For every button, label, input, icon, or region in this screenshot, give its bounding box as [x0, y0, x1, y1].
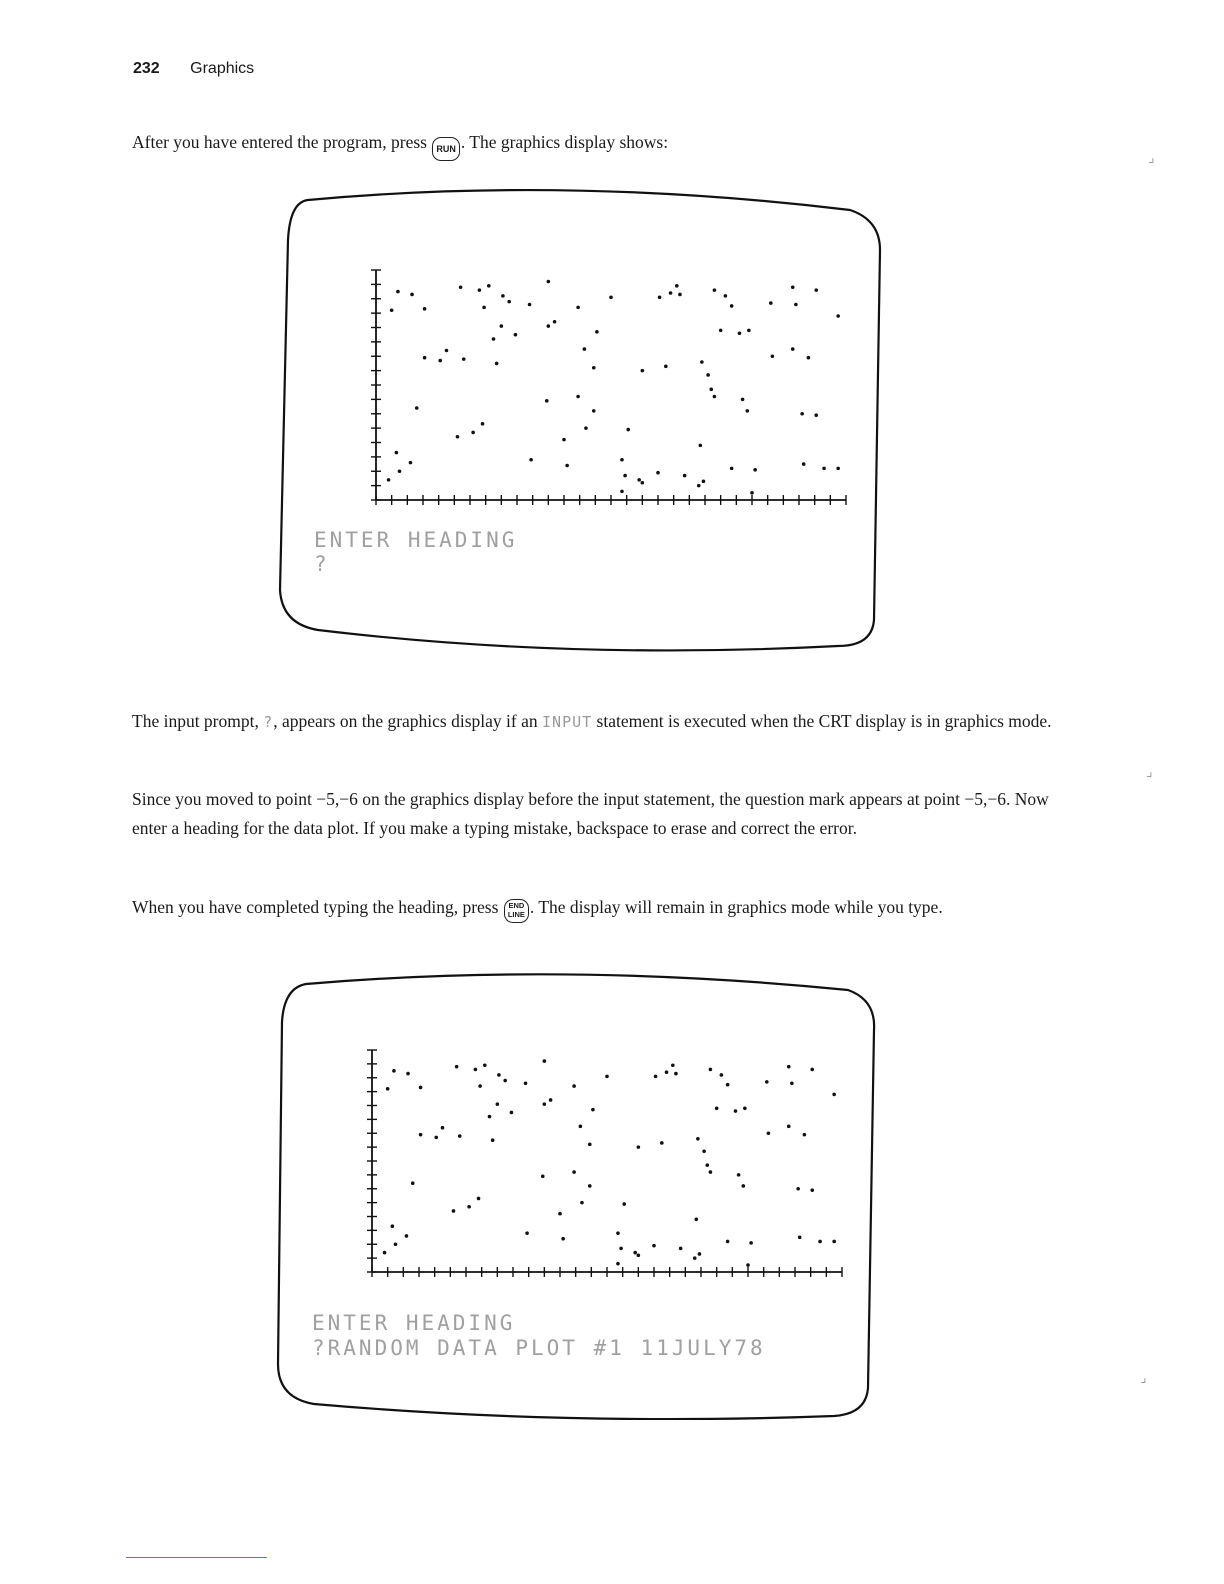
data-point	[395, 451, 399, 455]
data-point	[619, 1247, 623, 1251]
data-point	[396, 290, 400, 294]
data-point	[836, 467, 840, 471]
text: After you have entered the program, press	[132, 132, 432, 152]
data-point	[665, 1070, 669, 1074]
data-point	[390, 308, 394, 312]
data-point	[392, 1069, 396, 1073]
data-point	[558, 1212, 562, 1216]
run-key-icon: RUN	[432, 137, 460, 161]
data-point	[713, 395, 717, 399]
data-point	[543, 1059, 547, 1063]
data-point	[609, 296, 613, 300]
data-point	[452, 1209, 456, 1213]
data-point	[738, 331, 742, 335]
data-point	[434, 1136, 438, 1140]
data-point	[730, 304, 734, 308]
data-point	[455, 1065, 459, 1069]
data-point	[633, 1251, 637, 1255]
data-point	[471, 431, 475, 435]
data-point	[802, 462, 806, 466]
data-point	[753, 468, 757, 472]
data-point	[561, 1237, 565, 1241]
data-point	[580, 1201, 584, 1205]
data-point	[798, 1236, 802, 1240]
data-point	[620, 490, 624, 494]
data-point	[697, 484, 701, 488]
footer-rule	[126, 1557, 267, 1558]
data-point	[620, 458, 624, 462]
data-point	[709, 1068, 713, 1072]
data-point	[547, 280, 551, 284]
text: , appears on the graphics display if an	[273, 711, 543, 731]
data-point	[765, 1080, 769, 1084]
page-number: 232	[133, 60, 160, 77]
data-point	[637, 478, 641, 482]
data-point	[456, 435, 460, 439]
data-point	[720, 1073, 724, 1077]
page-header	[133, 60, 254, 78]
data-point	[423, 356, 427, 360]
text: The input prompt,	[132, 711, 264, 731]
data-point	[445, 349, 449, 353]
data-point	[549, 1098, 553, 1102]
data-point	[767, 1131, 771, 1135]
data-point	[696, 1137, 700, 1141]
paragraph-point-position: Since you moved to point −5,−6 on the graphics display before the input statement, the question mark appears at point −5,−6. Now enter a heading for the data plot. If you make a typing mistake, backspace to erase and correct the error.	[132, 789, 1049, 838]
data-point	[791, 347, 795, 351]
margin-mark: ⌟	[1140, 1371, 1147, 1386]
data-point	[592, 366, 596, 370]
end-line-key-icon	[504, 899, 529, 923]
input-keyword: INPUT	[542, 713, 593, 731]
data-point	[491, 1138, 495, 1142]
data-point	[623, 474, 627, 478]
data-point	[654, 1075, 658, 1079]
data-point	[415, 406, 419, 410]
data-point	[482, 306, 486, 310]
data-point	[709, 1170, 713, 1174]
data-point	[386, 1087, 390, 1091]
data-point	[641, 369, 645, 373]
data-point	[726, 1240, 730, 1244]
data-point	[588, 1184, 592, 1188]
data-point	[483, 1063, 487, 1067]
data-point	[572, 1084, 576, 1088]
data-point	[478, 1084, 482, 1088]
text: . The display will remain in graphics mode while you type.	[529, 897, 943, 917]
crt-screen-1	[268, 180, 894, 660]
data-point	[796, 1187, 800, 1191]
data-point	[438, 359, 442, 363]
scatter-plot	[371, 270, 846, 505]
data-point	[496, 1102, 500, 1106]
data-point	[510, 1111, 514, 1115]
data-point	[467, 1205, 471, 1209]
data-point	[383, 1251, 387, 1255]
scatter-plot	[367, 1050, 842, 1277]
data-point	[734, 1109, 738, 1113]
data-point	[724, 294, 728, 298]
data-point	[406, 1072, 410, 1076]
data-point	[726, 1083, 730, 1087]
data-point	[818, 1240, 822, 1244]
data-point	[794, 303, 798, 307]
data-point	[592, 409, 596, 413]
data-point	[679, 1247, 683, 1251]
data-point	[832, 1240, 836, 1244]
data-point	[547, 324, 551, 328]
data-point	[743, 1106, 747, 1110]
data-point	[474, 1068, 478, 1072]
data-point	[750, 491, 754, 495]
data-point	[616, 1262, 620, 1266]
data-point	[702, 480, 706, 484]
data-point	[832, 1093, 836, 1097]
data-point	[637, 1145, 641, 1149]
data-point	[478, 288, 482, 292]
data-point	[800, 412, 804, 416]
data-point	[441, 1126, 445, 1130]
data-point	[637, 1254, 641, 1258]
data-point	[664, 365, 668, 369]
margin-mark: ⌟	[1148, 151, 1155, 166]
data-point	[410, 293, 414, 297]
data-point	[497, 1073, 501, 1077]
data-point	[810, 1188, 814, 1192]
data-point	[409, 461, 413, 465]
data-point	[791, 285, 795, 289]
data-point	[671, 1063, 675, 1067]
text: statement is executed when the CRT display is in graphics mode.	[592, 711, 1052, 731]
data-point	[678, 293, 682, 297]
data-point	[419, 1086, 423, 1090]
data-point	[458, 1134, 462, 1138]
data-point	[807, 356, 811, 360]
data-point	[683, 474, 687, 478]
data-point	[695, 1217, 699, 1221]
data-point	[500, 324, 504, 328]
data-point	[749, 1241, 753, 1245]
data-point	[514, 333, 518, 337]
data-point	[715, 1106, 719, 1110]
data-point	[524, 1082, 528, 1086]
data-point	[529, 458, 533, 462]
data-point	[787, 1065, 791, 1069]
data-point	[595, 330, 599, 334]
data-point	[387, 478, 391, 482]
data-point	[579, 1125, 583, 1129]
data-point	[576, 395, 580, 399]
data-point	[746, 409, 750, 413]
data-point	[730, 467, 734, 471]
data-point	[588, 1143, 592, 1147]
data-point	[411, 1181, 415, 1185]
data-point	[541, 1174, 545, 1178]
section-title: Graphics	[190, 60, 255, 77]
data-point	[507, 300, 511, 304]
data-point	[553, 320, 557, 324]
data-point	[660, 1141, 664, 1145]
data-point	[495, 362, 499, 366]
data-point	[605, 1075, 609, 1079]
data-point	[576, 306, 580, 310]
data-point	[675, 284, 679, 288]
data-point	[790, 1082, 794, 1086]
data-point	[405, 1234, 409, 1238]
data-point	[503, 1079, 507, 1083]
paragraph-intro	[132, 128, 1052, 161]
data-point	[583, 347, 587, 351]
data-point	[477, 1197, 481, 1201]
margin-mark: ⌟	[1146, 765, 1153, 780]
data-point	[700, 360, 704, 364]
crt-prompt-line-1: ENTER HEADING	[314, 528, 518, 552]
data-point	[626, 428, 630, 432]
crt-screen-2	[266, 960, 892, 1420]
text: When you have completed typing the heading, press	[132, 897, 503, 917]
data-point	[652, 1244, 656, 1248]
data-point	[528, 303, 532, 307]
data-point	[769, 301, 773, 305]
data-point	[462, 357, 466, 361]
data-point	[398, 469, 402, 473]
data-point	[810, 1068, 814, 1072]
data-point	[747, 329, 751, 333]
data-point	[693, 1256, 697, 1260]
data-point	[705, 1163, 709, 1167]
crt-prompt-line-2: ?	[314, 552, 330, 576]
data-point	[572, 1170, 576, 1174]
data-point	[746, 1263, 750, 1267]
crt-bezel	[280, 190, 880, 650]
data-point	[709, 388, 713, 392]
data-point	[394, 1242, 398, 1246]
data-point	[814, 288, 818, 292]
data-point	[641, 481, 645, 485]
data-point	[742, 1184, 746, 1188]
paragraph-input-prompt	[132, 707, 1052, 737]
key-line-2: LINE	[507, 910, 525, 919]
data-point	[423, 307, 427, 311]
data-point	[674, 1072, 678, 1076]
data-point	[699, 444, 703, 448]
data-point	[737, 1173, 741, 1177]
data-point	[565, 464, 569, 468]
data-point	[713, 288, 717, 292]
data-point	[616, 1231, 620, 1235]
data-point	[706, 373, 710, 377]
data-point	[787, 1125, 791, 1129]
paragraph-end-line	[132, 893, 1052, 923]
data-point	[492, 337, 496, 341]
data-point	[459, 285, 463, 289]
data-point	[622, 1202, 626, 1206]
data-point	[543, 1102, 547, 1106]
data-point	[488, 1115, 492, 1119]
data-point	[419, 1133, 423, 1137]
data-point	[698, 1252, 702, 1256]
data-point	[525, 1231, 529, 1235]
data-point	[719, 329, 723, 333]
data-point	[656, 471, 660, 475]
crt-prompt-line-1: ENTER HEADING	[312, 1311, 516, 1335]
crt-prompt-line-2: ?RANDOM DATA PLOT #1 11JULY78	[312, 1336, 766, 1360]
data-point	[836, 314, 840, 318]
data-point	[822, 467, 826, 471]
data-point	[545, 399, 549, 403]
text: . The graphics display shows:	[460, 132, 669, 152]
data-point	[702, 1149, 706, 1153]
data-point	[803, 1133, 807, 1137]
data-point	[391, 1224, 395, 1228]
data-point	[658, 296, 662, 300]
data-point	[562, 438, 566, 442]
key-line-1: END	[508, 901, 525, 910]
data-point	[591, 1108, 595, 1112]
data-point	[501, 294, 505, 298]
data-point	[487, 284, 491, 288]
data-point	[481, 422, 485, 426]
data-point	[669, 291, 673, 295]
data-point	[771, 354, 775, 358]
data-point	[814, 413, 818, 417]
prompt-glyph: ?	[263, 713, 274, 731]
data-point	[741, 398, 745, 402]
data-point	[584, 426, 588, 430]
